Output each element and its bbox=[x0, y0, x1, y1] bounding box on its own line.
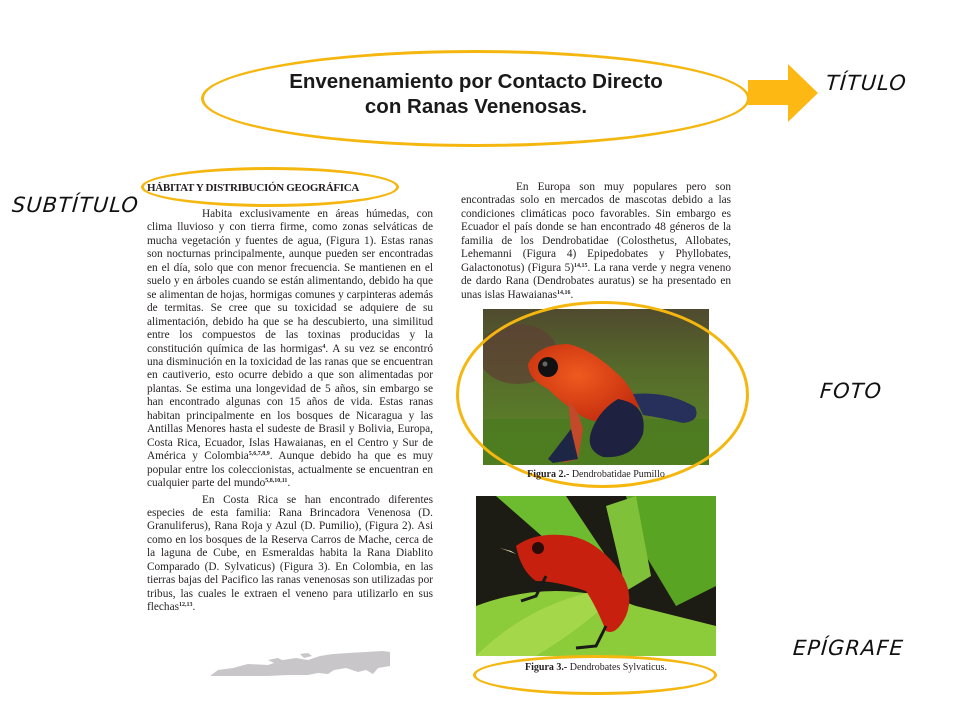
figure-2-caption-text: Dendrobatidae Pumillo bbox=[571, 469, 665, 480]
arrow-right-icon bbox=[788, 64, 818, 122]
title-line-1: Envenenamiento por Contacto Directo bbox=[289, 70, 663, 93]
figure-3-caption bbox=[476, 662, 716, 673]
photo-annotation-label: FOTO bbox=[819, 379, 883, 403]
paragraph: En Europa son muy populares pero son encontradas solo en mercados de mascotas debido a las condiciones climáticas poco favorables. Sin embargo es Ecuador el país donde se han encontrado 48 géneros de la familia de los Dendrobatidae (Colosthetus, Allobates, Lehemanni (Figura 4) Epipedobates y Phyllobates, Galactonotus) (Figura 5)$^{14,15}$. La rana verde y negra veneno de dardo Rana (Dendrobates auratus) se ha presentado en unas islas Hawaianas$^{14,16}$. bbox=[461, 181, 731, 301]
page-title bbox=[236, 69, 716, 119]
title-annotation-label: TÍTULO bbox=[825, 71, 908, 95]
caption-annotation-label: EPÍGRAFE bbox=[792, 636, 905, 660]
figure-3-photo bbox=[476, 496, 716, 656]
figure-3-label: Figura 3.- bbox=[525, 662, 568, 673]
paragraph: Habita exclusivamente en áreas húmedas, con clima lluvioso y con tierra firme, como zonas selváticas de mucha vegetación y fuentes de agua, (Figura 1). Estas ranas son nocturnas principalmente, aunque pueden ser encontradas en el día, solo que con menor frecuencia. Se mantienen en el suelo y en árboles cuando se están alimentando, debido ha que se alimentan de hojas, hormigas comunes y carpinteras además de termitas. Se cree que su toxicidad se adquiere de su alimentación, debido ha que se ha descubierto, una similitud entre los compuestos de las toxinas producidas y la constitución química de las hormigas$^4$. A su vez se encontró una disminución en la toxicidad de las ranas que se encuentran en cautiverio, esto ocurre debido a que son alimentadas por plantas. Se estima una longevidad de 5 años, sin embargo se han encontrado algunas con 15 años de vida. Estas ranas habitan principalmente en los bosques de Nicaragua y las Antillas Menores hasta el sudeste de Brasil y Bolivia, Europa, Costa Rica, Ecuador, Islas Hawaianas, en el Centro y Sur de América y Colombia$^{5,6,7,8,9}$. Aunque debido ha que es muy popular entre los coleccionistas, actualmente se encuentran en cualquier parte del mundo$^{5,8,10,11}$. bbox=[147, 208, 433, 490]
title-line-2: con Ranas Venenosas. bbox=[364, 95, 588, 118]
figure-2-label: Figura 2.- bbox=[527, 469, 570, 480]
arrow-shaft bbox=[748, 80, 790, 105]
world-map-graphic bbox=[208, 648, 393, 678]
figure-3-caption-text: Dendrobates Sylvaticus. bbox=[569, 662, 667, 673]
left-column-text bbox=[147, 208, 433, 615]
section-subtitle: HÁBITAT Y DISTRIBUCIÓN GEOGRÁFICA bbox=[147, 182, 360, 194]
figure-2-photo bbox=[483, 309, 709, 465]
right-column-text bbox=[461, 181, 731, 302]
subtitle-annotation-label: SUBTÍTULO bbox=[11, 193, 140, 217]
figure-2-caption bbox=[483, 469, 709, 480]
paragraph: En Costa Rica se han encontrado diferentes especies de esta familia: Rana Brincadora Venenosa (D. Granuliferus), Rana Roja y Azul (D. Pumilio), (Figura 2). Asi como en los bosques de la Reserva Carros de Mache, cerca de la laguna de Cube, en Esmeraldas habita la Rana Diablito Comparado (D. Sylvaticus) (Figura 3). En Colombia, en las tierras bajas del Pacifico las ranas venenosas son utilizadas por tribus, las cuales le extraen el veneno para utilizarlo en sus flechas$^{12,13}$. bbox=[147, 493, 433, 614]
caption-highlight-ellipse bbox=[473, 655, 717, 695]
